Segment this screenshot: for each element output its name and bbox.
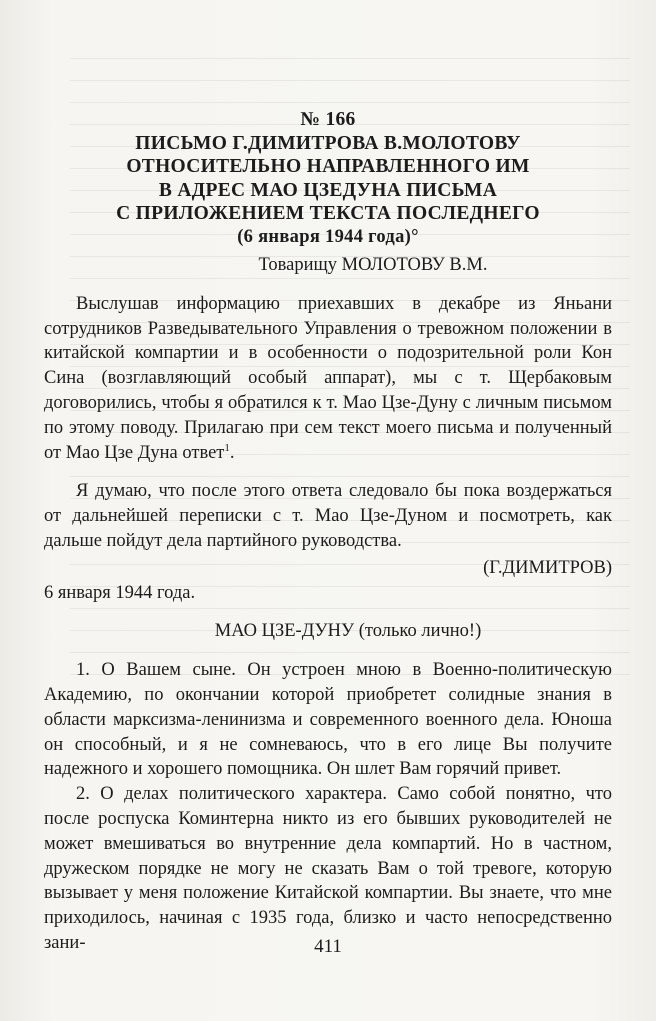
addressee: Товарищу МОЛОТОВУ В.М. [258,255,488,275]
salutation: МАО ЦЗЕ-ДУНУ (только лично!) [214,621,482,642]
paragraph-1-end: . [229,442,235,463]
heading-date: (6 января 1944 года)° [237,226,419,247]
document-body [44,108,612,956]
paragraph-2: Я думаю, что после этого ответа следовало бы пока воздержаться от дальнейшей переписки с т. Мао Цзе-Дуном и посмотреть, как дальше пойдут дела партийного руководства. [44,481,612,551]
page-number: 411 [314,936,342,957]
paragraph-3: 1. О Вашем сыне. Он устроен мною в Военно-политическую Академию, по окончании которой приобретет солидные знания в области марксизма-ленинизма и современного военного дела. Юноша он способный, и я не сомневаюсь, что в его лице Вы получите надежного и хорошего помощника. Он шлет Вам горячий привет. [44,660,612,780]
title-line-3: В АДРЕС МАО ЦЗЕДУНА ПИСЬМА [158,179,498,201]
document-number: № 166 [300,109,356,130]
footnote-mark: 1 [224,441,230,454]
signature: (Г.ДИМИТРОВ) [483,557,612,578]
title-line-2: ОТНОСИТЕЛЬНО НАПРАВЛЕННОГО ИМ [126,156,530,177]
paragraph-1-text: Выслушав информацию приехавших в декабре из Яньани сотрудников Разведывательного Управления о тревожном положении в китайской компартии и в особенности о подозрительной роли Кон Сина (возглавляющий особый аппарат), мы с т. Щербаковым договорились, чтобы я обратился к т. Мао Цзе-Дуну с личным письмом по этому поводу. Прилагаю при сем текст моего письма и полученный от Мао Цзе Дуна ответ [44,293,612,463]
title-line-1: ПИСЬМО Г.ДИМИТРОВА В.МОЛОТОВУ [135,132,521,154]
document-heading [44,108,612,249]
letter-date: 6 января 1944 года. [44,582,196,603]
paragraph-1 [44,292,612,466]
title-line-4: С ПРИЛОЖЕНИЕМ ТЕКСТА ПОСЛЕДНЕГО [116,203,540,224]
paragraph-4: 2. О делах политического характера. Само собой понятно, что после роспуска Коминтерна никто из его бывших руководителей не может вмешиваться во внутренние дела компартий. Но в частном, дружеском порядке не могу не сказать Вам о той тревоге, которую вызывает у меня положение Китайской компартии. Вы знаете, что мне приходилось, начиная с 1935 года, близко и часто непосредственно зани- [44,784,612,953]
